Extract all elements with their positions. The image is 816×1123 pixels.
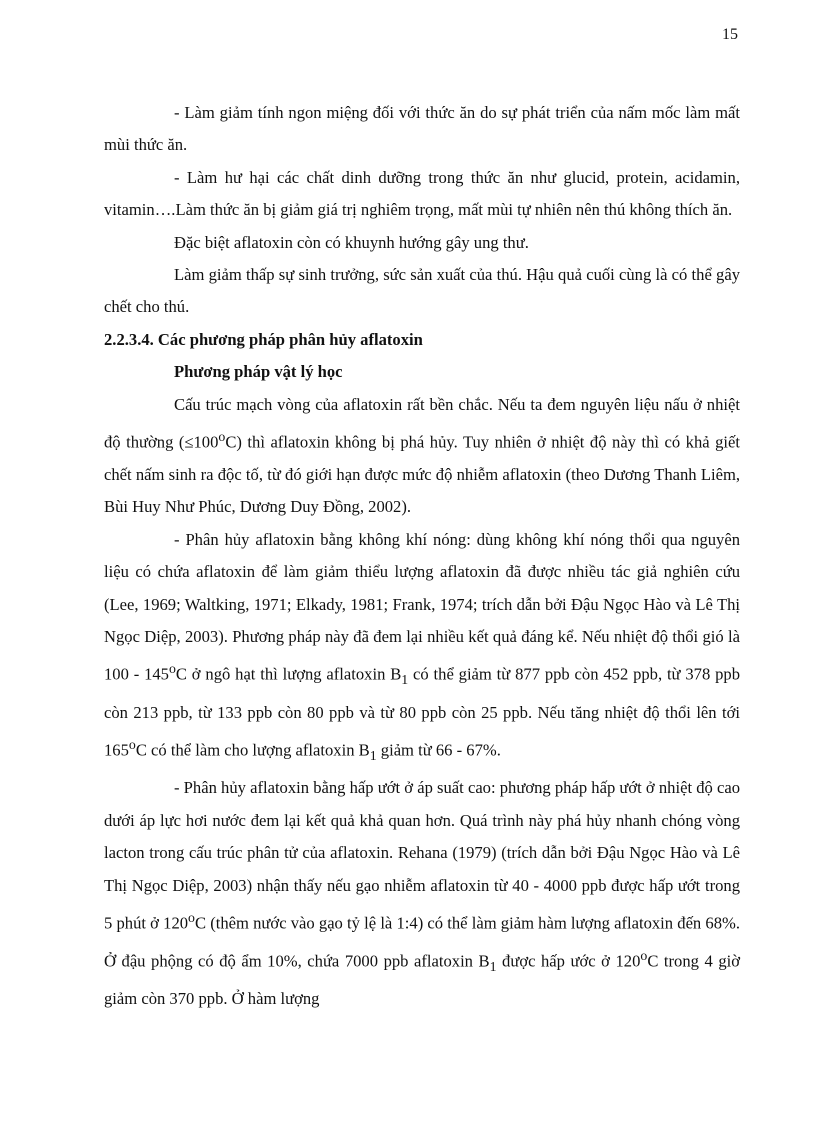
document-body	[104, 97, 740, 1016]
paragraph-steam: - Phân hủy aflatoxin bằng hấp ướt ở áp suất cao: phương pháp hấp ướt ở nhiệt độ cao dưới áp lực hơi nước đem lại kết quả khả quan hơn. Quá trình này phá hủy nhanh chóng vòng lacton trong cấu trúc phân tử của aflatoxin. Rehana (1979) (trích dẫn bởi Đậu Ngọc Hào và Lê Thị Ngọc Diệp, 2003) nhận thấy nếu gạo nhiễm aflatoxin từ 40 - 4000 ppb được hấp ướt trong 5 phút ở 120$^o$C (thêm nước vào gạo tỷ lệ là 1:4) có thể làm giảm hàm lượng aflatoxin đến 68%. Ở đậu phộng có độ ẩm 10%, chứa 7000 ppb aflatoxin $B_1$ được hấp ước ở 120$^o$C trong 4 giờ giảm còn 370 ppb. Ở hàm lượng	[104, 778, 740, 1009]
section-heading: 2.2.3.4. Các phương pháp phân hủy aflatoxin	[104, 329, 423, 349]
paragraph-cancer: Đặc biệt aflatoxin còn có khuynh hướng gây ung thư.	[174, 232, 529, 252]
paragraph-nutrient-damage: - Làm hư hại các chất dinh dưỡng trong thức ăn như glucid, protein, acidamin, vitamin….Làm thức ăn bị giảm giá trị nghiêm trọng, mất mùi tự nhiên nên thú không thích ăn.	[104, 167, 740, 220]
paragraph-ring-structure: Cấu trúc mạch vòng của aflatoxin rất bền chắc. Nếu ta đem nguyên liệu nấu ở nhiệt độ thường $(\le 100^oC)$ thì aflatoxin không bị phá hủy. Tuy nhiên ở nhiệt độ này thì có khả giết chết nấm sinh ra độc tố, từ đó giới hạn được mức độ nhiễm aflatoxin (theo Dương Thanh Liêm, Bùi Huy Như Phúc, Dương Duy Đồng, 2002).	[104, 394, 741, 517]
page-number: 15	[722, 26, 738, 43]
subsection-heading: Phương pháp vật lý học	[174, 362, 343, 382]
paragraph-palatability: - Làm giảm tính ngon miệng đối với thức ăn do sự phát triển của nấm mốc làm mất mùi thức ăn.	[104, 103, 740, 155]
paragraph-hot-air: - Phân hủy aflatoxin bằng không khí nóng: dùng không khí nóng thổi qua nguyên liệu có chứa aflatoxin để làm giảm thiểu lượng aflatoxin đã được nhiều tác giả nghiên cứu (Lee, 1969; Waltking, 1971; Elkady, 1981; Frank, 1974; trích dẫn bởi Đậu Ngọc Hào và Lê Thị Ngọc Diệp, 2003). Phương pháp này đã đem lại nhiều kết quả đáng kể. Nếu nhiệt độ thổi gió là 100 - 145$^o$C ở ngô hạt thì lượng aflatoxin $B_1$ có thể giảm từ 877 ppb còn 452 ppb, từ 378 ppb còn 213 ppb, từ 133 ppb còn 80 ppb và từ 80 ppb còn 25 ppb. Nếu tăng nhiệt độ thổi lên tới 165$^o$C có thể làm cho lượng aflatoxin $B_1$ giảm từ 66 - 67%.	[104, 529, 740, 763]
paragraph-growth: Làm giảm thấp sự sinh trưởng, sức sản xuất của thú. Hậu quả cuối cùng là có thể gây chết cho thú.	[104, 265, 740, 317]
